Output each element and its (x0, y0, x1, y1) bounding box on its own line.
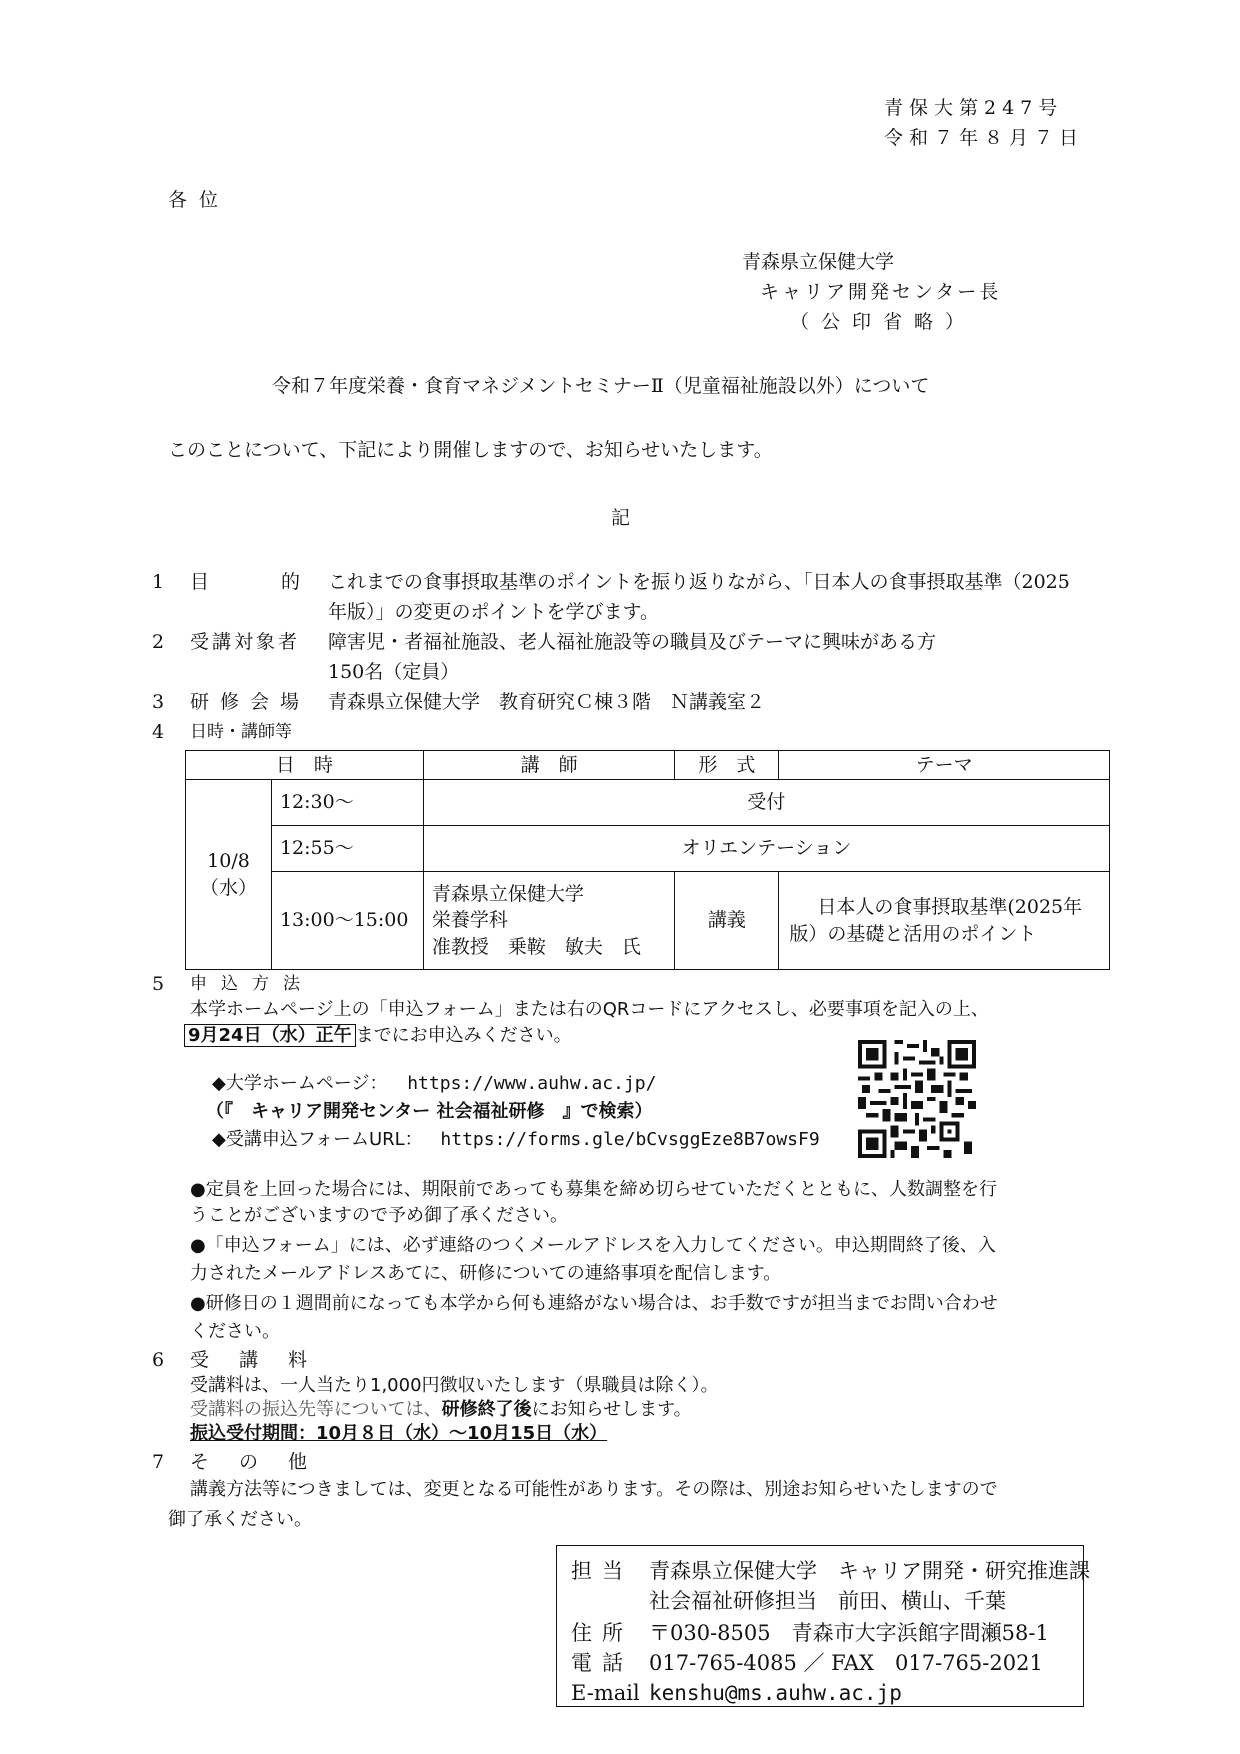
section-label: 目的 (190, 571, 373, 593)
deadline-box: 9月24日（水）正午 (184, 1024, 356, 1047)
fee-transfer-text: 受講料の振込先等については、 (190, 1399, 442, 1420)
table-header-row (186, 751, 1110, 780)
ki-heading: 記 (611, 507, 631, 529)
other-text-line2: 御了承ください。 (168, 1509, 312, 1530)
apply-text-line1: 本学ホームページ上の「申込フォーム」または右のQRコードにアクセスし、必要事項を記入の上、 (190, 999, 989, 1020)
section-number: 2 (152, 631, 165, 653)
fee-notice-text: にお知らせします。 (531, 1399, 692, 1420)
contact-person-label: 担当 (571, 1559, 633, 1583)
fee-payment-period: 振込受付期間：10月８日（水）～10月15日（水） (190, 1423, 608, 1444)
section-label: 申込方法 (190, 974, 314, 994)
time-cell: 12:30～ (271, 780, 423, 826)
seal-omitted: （公印省略） (790, 311, 977, 333)
theme-cell (779, 872, 1110, 970)
homepage-url-link[interactable]: https://www.auhw.ac.jp/ (407, 1073, 657, 1094)
contact-person-dept: 青森県立保健大学 キャリア開発・研究推進課 (649, 1559, 1090, 1583)
theme-line1: 日本人の食事摂取基準(2025年 (817, 895, 1083, 918)
sender-org: 青森県立保健大学 (742, 251, 895, 273)
section-label: 日時・講師等 (190, 722, 292, 742)
contact-person-names: 社会福祉研修担当 前田、横山、千葉 (649, 1589, 1006, 1613)
reception-cell: 受付 (423, 780, 1109, 826)
table-row (186, 872, 1110, 970)
note2-line2: 力されたメールアドレスあてに、研修についての連絡事項を配信します。 (190, 1263, 782, 1284)
note3-line2: ください。 (190, 1321, 280, 1342)
section-number: 7 (152, 1451, 165, 1473)
contact-phone-row (571, 1650, 1043, 1677)
purpose-text-line2: 年版）」の変更のポイントを学びます。 (328, 601, 659, 623)
section-number: 4 (152, 721, 165, 743)
lecturer-org: 青森県立保健大学 (431, 882, 584, 905)
addressee: 各位 (168, 189, 231, 211)
apply-text-line2 (184, 1024, 572, 1048)
search-hint: （『 キャリア開発センター 社会福祉研修 』で検索） (206, 1101, 653, 1122)
intro-text: このことについて、下記により開催しますので、お知らせいたします。 (168, 439, 773, 461)
fee-text-line1: 受講料は、一人当たり1,000円徴収いたします（県職員は除く）。 (190, 1375, 719, 1396)
lecturer-cell (423, 872, 675, 970)
note3-line1: ●研修日の１週間前になっても本学から何も連絡がない場合は、お手数ですが担当までお問い合わせ (190, 1293, 998, 1314)
qr-code-icon[interactable] (858, 1040, 976, 1158)
header-format: 形 式 (675, 751, 779, 780)
deadline-rest: までにお申込みください。 (355, 1025, 572, 1046)
schedule-table (185, 750, 1110, 970)
contact-person-row (571, 1558, 1090, 1585)
contact-phone-label: 電話 (571, 1651, 633, 1675)
time-cell: 13:00～15:00 (271, 872, 423, 970)
section-label: 受講料 (190, 1349, 338, 1371)
fee-after-training: 研修終了後 (441, 1399, 532, 1420)
orientation-cell: オリエンテーション (423, 826, 1109, 872)
form-url-line (212, 1128, 820, 1152)
contact-address-row (571, 1620, 1049, 1647)
contact-box (556, 1545, 1090, 1707)
form-url-link[interactable]: https://forms.gle/bCvsggEze8B7owsF9 (440, 1129, 820, 1150)
section-label: 研修会場 (190, 691, 311, 713)
homepage-line (212, 1072, 656, 1096)
venue-text: 青森県立保健大学 教育研究Ｃ棟３階 Ｎ講義室２ (328, 691, 766, 713)
section-number: 1 (152, 571, 165, 593)
theme-line2: 版）の基礎と活用のポイント (789, 922, 1037, 945)
header-datetime: 日 時 (186, 751, 424, 780)
target-text-line1: 障害児・者福祉施設、老人福祉施設等の職員及びテーマに興味がある方 (328, 631, 937, 653)
note2-line1: ●「申込フォーム」には、必ず連絡のつくメールアドレスを入力してください。申込期間終了後、入 (190, 1235, 996, 1256)
homepage-label: ◆大学ホームページ： (212, 1073, 388, 1094)
sender-title: キャリア開発センター長 (760, 281, 1002, 303)
fee-text-line2 (190, 1398, 692, 1422)
note1-line2: うことがございますので予め御了承ください。 (190, 1205, 568, 1226)
weekday-value: （水） (199, 876, 257, 899)
header-lecturer: 講 師 (423, 751, 675, 780)
format-cell: 講義 (675, 872, 779, 970)
other-text-line1: 講義方法等につきましては、変更となる可能性があります。その際は、別途お知らせいたしますので (190, 1479, 998, 1500)
contact-email-row (571, 1680, 902, 1707)
contact-address-label: 住所 (571, 1621, 633, 1645)
lecturer-name: 准教授 乗鞍 敏夫 氏 (431, 935, 641, 958)
contact-phone: 017-765-4085 ／ FAX 017-765-2021 (649, 1651, 1043, 1675)
contact-email-label: E-mail (571, 1681, 640, 1705)
contact-address: 〒030-8505 青森市大字浜館字間瀬58-1 (649, 1621, 1049, 1645)
subject-title: 令和７年度栄養・食育マネジメントセミナーⅡ（児童福祉施設以外）について (272, 375, 930, 397)
document-date: 令和７年８月７日 (884, 127, 1085, 149)
header-theme: テーマ (779, 751, 1110, 780)
document-number: 青保大第247号 (884, 97, 1064, 119)
lecturer-dept: 栄養学科 (431, 909, 508, 932)
purpose-text-line1: これまでの食事摂取基準のポイントを振り返りながら、「日本人の食事摂取基準（2025 (328, 571, 1070, 593)
section-label: その他 (190, 1451, 338, 1473)
date-cell (186, 780, 272, 970)
section-label: 受講対象者 (190, 631, 301, 653)
section-number: 3 (152, 691, 165, 713)
section-number: 5 (152, 973, 165, 995)
section-number: 6 (152, 1349, 165, 1371)
note1-line1: ●定員を上回った場合には、期限前であっても募集を締め切らせていただくとともに、人数調整を行 (190, 1179, 997, 1200)
time-cell: 12:55～ (271, 826, 423, 872)
table-row (186, 780, 1110, 826)
date-value: 10/8 (207, 849, 250, 872)
form-url-label: ◆受講申込フォームURL： (212, 1129, 423, 1150)
contact-email-link[interactable]: kenshu@ms.auhw.ac.jp (649, 1681, 902, 1705)
target-capacity: 150名（定員） (328, 661, 460, 683)
table-row (186, 826, 1110, 872)
